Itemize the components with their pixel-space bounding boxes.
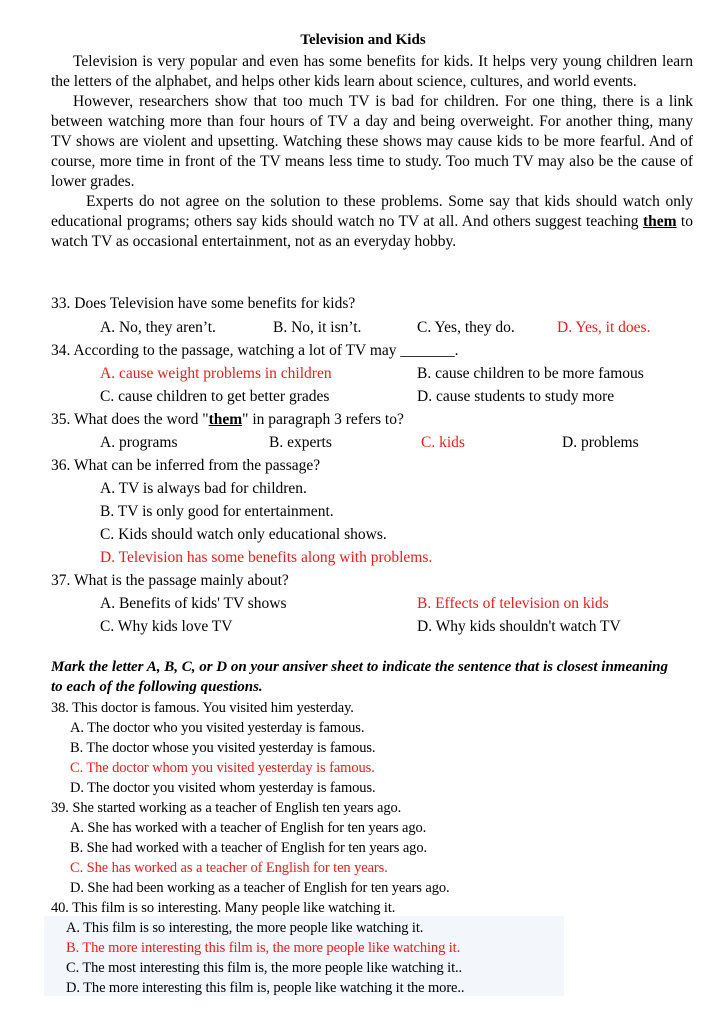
q39-option-a: A. She has worked with a teacher of English for ten years ago.	[70, 820, 427, 836]
q33-option-a: A. No, they aren’t.	[100, 319, 216, 336]
q36-option-d-answer: D. Television has some benefits along with problems.	[100, 549, 433, 566]
q39-option-c-answer: C. She has worked as a teacher of English for ten years.	[70, 860, 388, 876]
q33-option-d-answer: D. Yes, it does.	[557, 319, 651, 336]
q34-option-c: C. cause children to get better grades	[100, 388, 330, 405]
q35-stem-part-1: 35. What does the word "	[51, 411, 209, 428]
q39-option-b: B. She had worked with a teacher of English for ten years ago.	[70, 840, 427, 856]
q38-option-a: A. The doctor who you visited yesterday is famous.	[70, 720, 365, 736]
q35-option-d: D. problems	[562, 434, 639, 451]
section-instruction: Mark the letter A, B, C, or D on your ansiver sheet to indicate the sentence that is closest inmeaning to each of the following questions.	[51, 659, 668, 695]
paragraph-3-part-2: to watch TV as occasional entertainment, not as an everyday hobby.	[51, 213, 693, 250]
q34-option-d: D. cause students to study more	[417, 388, 615, 405]
q40-option-b-answer: B. The more interesting this film is, the more people like watching it.	[66, 940, 461, 956]
q35-stem-part-2: " in paragraph 3 refers to?	[242, 411, 404, 428]
paragraph-3	[51, 192, 693, 252]
question-38-stem: 38. This doctor is famous. You visited him yesterday.	[51, 700, 354, 716]
question-33-stem: 33. Does Television have some benefits for kids?	[51, 295, 356, 312]
question-34-stem: 34. According to the passage, watching a lot of TV may _______.	[51, 342, 459, 359]
q36-option-a: A. TV is always bad for children.	[100, 480, 307, 497]
paragraph-1: Television is very popular and even has some benefits for kids. It helps very young children learn the letters of the alphabet, and helps other kids learn about science, cultures, and world events.	[51, 53, 693, 90]
q38-option-d: D. The doctor you visited whom yesterday is famous.	[70, 780, 376, 796]
passage-title: Television and Kids	[300, 32, 426, 48]
question-40-stem: 40. This film is so interesting. Many people like watching it.	[51, 900, 396, 916]
q38-option-c-answer: C. The doctor whom you visited yesterday is famous.	[70, 760, 375, 776]
q37-option-c: C. Why kids love TV	[100, 618, 233, 635]
q40-option-a: A. This film is so interesting, the more people like watching it.	[66, 920, 424, 936]
question-35-stem	[51, 410, 404, 430]
q40-option-d: D. The more interesting this film is, people like watching it the more..	[66, 980, 465, 996]
paragraph-2: However, researchers show that too much TV is bad for children. For one thing, there is a link between watching more than four hours of TV a day and being overweight. For another thing, many TV shows are violent and upsetting. Watching these shows may cause kids to be more fearful. And of course, more time in front of the TV means less time to study. Too much TV may also be the cause of lower grades.	[51, 93, 693, 190]
q36-option-b: B. TV is only good for entertainment.	[100, 503, 334, 520]
question-39-stem: 39. She started working as a teacher of English ten years ago.	[51, 800, 402, 816]
q37-option-a: A. Benefits of kids' TV shows	[100, 595, 287, 612]
q36-option-c: C. Kids should watch only educational shows.	[100, 526, 387, 543]
q40-option-c: C. The most interesting this film is, the more people like watching it..	[66, 960, 463, 976]
q34-option-b: B. cause children to be more famous	[417, 365, 644, 382]
q35-stem-word: them	[208, 411, 243, 428]
reading-passage	[51, 52, 693, 252]
q33-option-b: B. No, it isn’t.	[273, 319, 362, 336]
q38-option-b: B. The doctor whose you visited yesterday is famous.	[70, 740, 376, 756]
q35-option-c-answer: C. kids	[421, 434, 465, 451]
q34-option-a-answer: A. cause weight problems in children	[100, 365, 332, 382]
question-36-stem: 36. What can be inferred from the passage?	[51, 457, 321, 474]
paragraph-3-part-1: Experts do not agree on the solution to these problems. Some say that kids should watch only educational programs; others say kids should watch no TV at all. And others suggest teaching	[51, 193, 693, 230]
q39-option-d: D. She had been working as a teacher of English for ten years ago.	[70, 880, 450, 896]
question-37-stem: 37. What is the passage mainly about?	[51, 572, 289, 589]
q37-option-b-answer: B. Effects of television on kids	[417, 595, 609, 612]
underlined-word-them: them	[642, 213, 677, 230]
q33-option-c: C. Yes, they do.	[417, 319, 515, 336]
q35-option-b: B. experts	[269, 434, 332, 451]
q35-option-a: A. programs	[100, 434, 178, 451]
q37-option-d: D. Why kids shouldn't watch TV	[417, 618, 621, 635]
